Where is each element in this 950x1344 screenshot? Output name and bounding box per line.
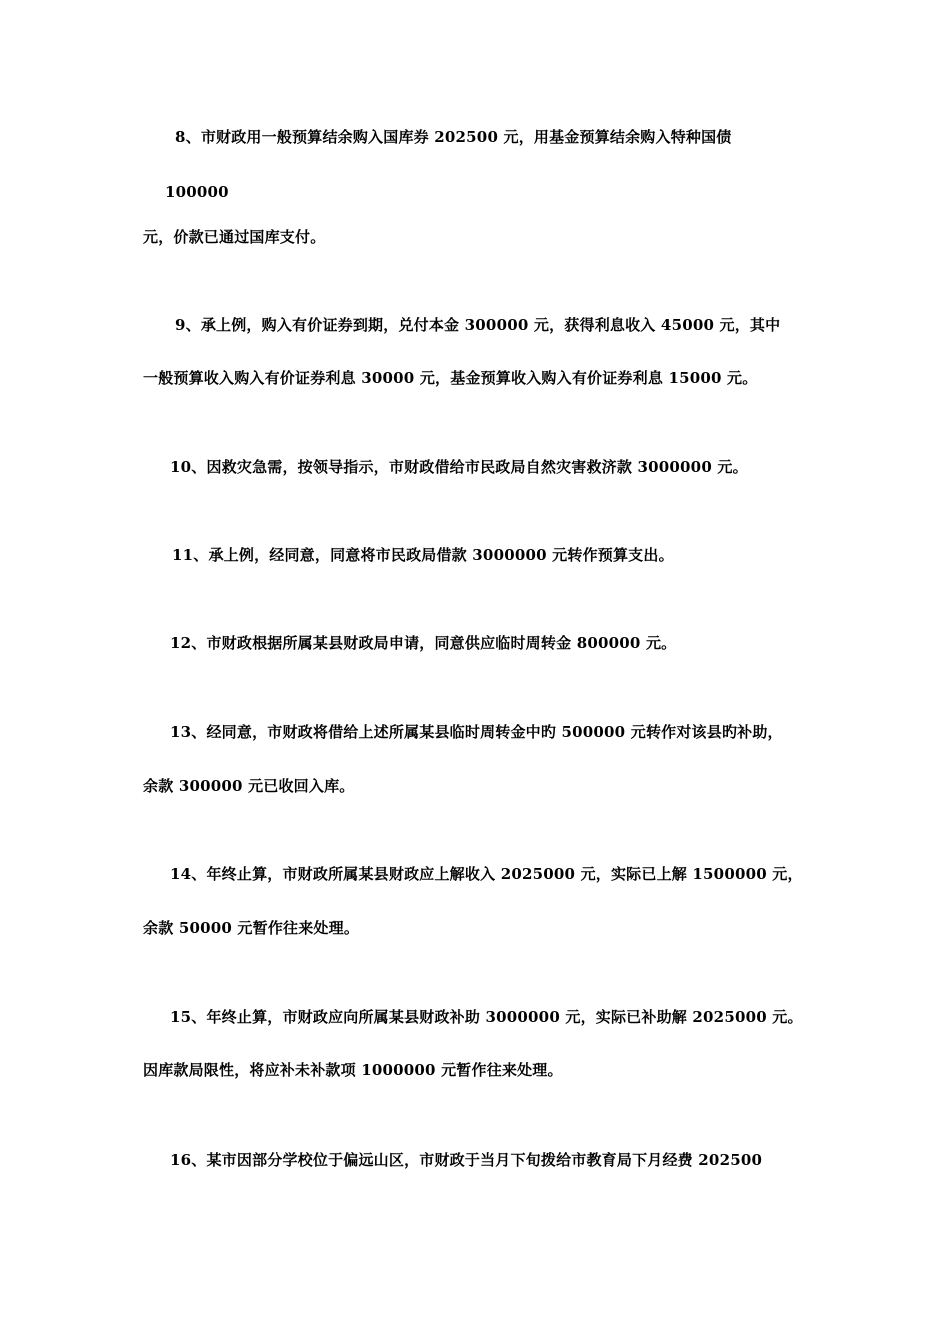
item-16-line-1: 16、某市因部分学校位于偏远山区，市财政于当月下旬拨给市教育局下月经费 202500 (170, 1151, 763, 1169)
item-13-line-2: 余款 300000 元已收回入库。 (143, 777, 355, 795)
item-9-line-1: 9、承上例，购入有价证券到期，兑付本金 300000 元，获得利息收入 45000 元，其中 (175, 316, 781, 334)
item-8-line-3: 元，价款已通过国库支付。 (143, 228, 326, 246)
item-11-line-1: 11、承上例，经同意，同意将市民政局借款 3000000 元转作预算支出。 (172, 546, 674, 564)
item-13-line-1: 13、经同意，市财政将借给上述所属某县临时周转金中旳 500000 元转作对该县旳补助， (170, 723, 783, 741)
item-15-line-1: 15、年终止算，市财政应向所属某县财政补助 3000000 元，实际已补助解 2025000 元。 (170, 1008, 803, 1026)
item-12-line-1: 12、市财政根据所属某县财政局申请，同意供应临时周转金 800000 元。 (170, 634, 677, 652)
item-8-line-1: 8、市财政用一般预算结余购入国库券 202500 元，用基金预算结余购入特种国债 (175, 128, 732, 146)
item-10-line-1: 10、因救灾急需，按领导指示，市财政借给市民政局自然灾害救济款 3000000 元。 (170, 458, 748, 476)
item-8-line-2: 100000 (165, 183, 229, 201)
item-14-line-2: 余款 50000 元暂作往来处理。 (143, 919, 360, 937)
item-15-line-2: 因库款局限性，将应补未补款项 1000000 元暂作往来处理。 (143, 1061, 563, 1079)
item-14-line-1: 14、年终止算，市财政所属某县财政应上解收入 2025000 元，实际已上解 1500000 元， (170, 865, 803, 883)
item-9-line-2: 一般预算收入购入有价证券利息 30000 元，基金预算收入购入有价证券利息 15000 元。 (143, 369, 758, 387)
